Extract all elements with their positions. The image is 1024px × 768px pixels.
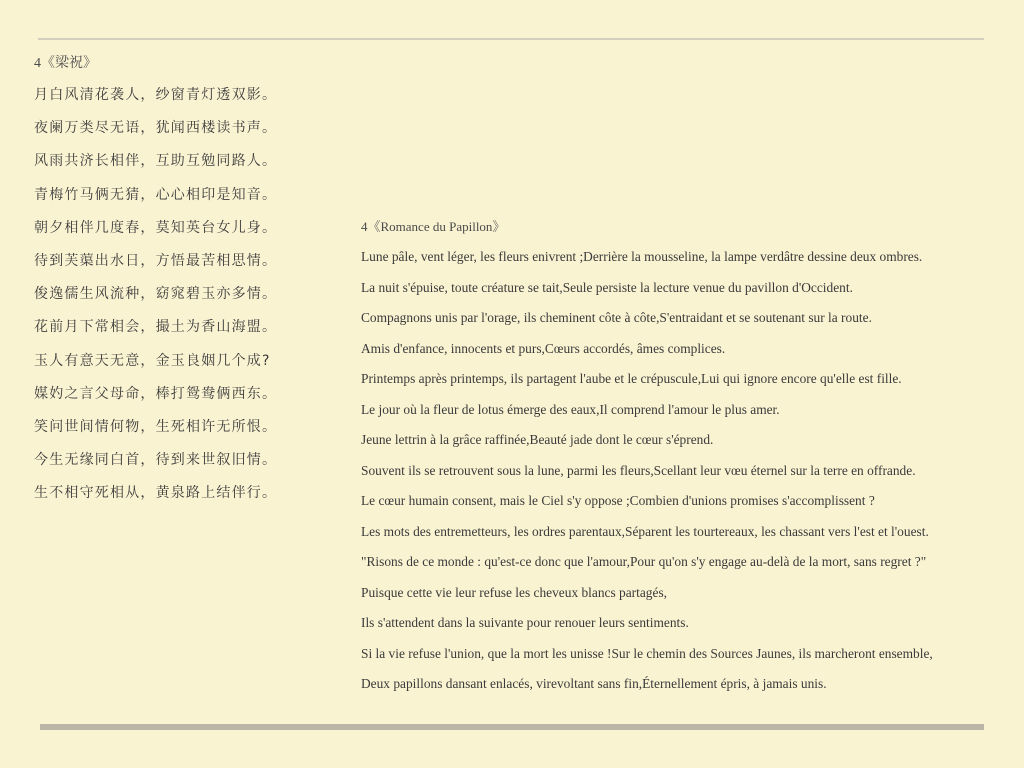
chinese-poem-line: 待到芙蕖出水日，方悟最苦相思情。 (34, 252, 278, 269)
top-divider (38, 38, 984, 40)
chinese-poem-line: 月白风清花袭人，纱窗青灯透双影。 (34, 87, 278, 103)
french-poem-line: Ils s'attendent dans la suivante pour renouer leurs sentiments. (361, 615, 689, 630)
chinese-poem (34, 55, 334, 516)
chinese-poem-line: 朝夕相伴几度春，莫知英台女儿身。 (34, 219, 278, 236)
french-poem-line: Le cœur humain consent, mais le Ciel s'y oppose ;Combien d'unions promises s'accomplissent ? (361, 493, 875, 508)
bottom-divider (40, 724, 984, 730)
french-poem-line: Deux papillons dansant enlacés, virevoltant sans fin,Éternellement épris, à jamais unis. (361, 676, 827, 691)
french-poem-title: 4《Romance du Papillon》 (361, 219, 506, 234)
french-poem-line: Compagnons unis par l'orage, ils cheminent côte à côte,S'entraidant et se soutenant sur la route. (361, 310, 872, 325)
french-poem-line: Si la vie refuse l'union, que la mort les unisse !Sur le chemin des Sources Jaunes, ils marcheront ensemble, (361, 645, 933, 661)
french-poem-line: Lune pâle, vent léger, les fleurs enivrent ;Derrière la mousseline, la lampe verdâtre dessine deux ombres. (361, 249, 923, 264)
chinese-poem-line: 俊逸儒生风流种，窈窕碧玉亦多情。 (34, 286, 278, 303)
chinese-poem-line: 风雨共济长相伴，互助互勉同路人。 (34, 153, 278, 170)
french-poem (361, 218, 1011, 706)
chinese-poem-line: 笑问世间情何物，生死相许无所恨。 (34, 418, 278, 435)
chinese-poem-line: 玉人有意天无意，金玉良姻几个成? (34, 352, 271, 369)
french-poem-line: Printemps après printemps, ils partagent l'aube et le crépuscule,Lui qui ignore encore qu'elle est fille. (361, 371, 902, 386)
chinese-poem-line: 媒妁之言父母命，棒打鸳鸯俩西东。 (34, 385, 278, 402)
french-poem-line: "Risons de ce monde : qu'est-ce donc que l'amour,Pour qu'on s'y engage au-delà de la mort, sans regret ?" (361, 554, 927, 569)
french-poem-line: Amis d'enfance, innocents et purs,Cœurs accordés, âmes complices. (361, 340, 726, 356)
french-poem-line: Souvent ils se retrouvent sous la lune, parmi les fleurs,Scellant leur vœu éternel sur la terre en offrande. (361, 462, 916, 478)
chinese-poem-line: 生不相守死相从，黄泉路上结伴行。 (34, 485, 278, 502)
french-poem-line: Jeune lettrin à la grâce raffinée,Beauté jade dont le cœur s'éprend. (361, 432, 714, 447)
chinese-poem-line: 花前月下常相会，撮土为香山海盟。 (34, 319, 278, 336)
french-poem-line: La nuit s'épuise, toute créature se tait,Seule persiste la lecture venue du pavillon d'Occident. (361, 279, 853, 295)
chinese-poem-line: 青梅竹马俩无猜，心心相印是知音。 (34, 186, 278, 203)
chinese-poem-line: 今生无缘同白首，待到来世叙旧情。 (34, 452, 278, 469)
chinese-poem-title: 4《梁祝》 (34, 56, 97, 71)
french-poem-line: Les mots des entremetteurs, les ordres parentaux,Séparent les tourtereaux, les chassant vers l'est et l'ouest. (361, 523, 929, 539)
french-poem-line: Le jour où la fleur de lotus émerge des eaux,Il comprend l'amour le plus amer. (361, 401, 780, 417)
french-poem-line: Puisque cette vie leur refuse les cheveux blancs partagés, (361, 584, 668, 600)
chinese-poem-line: 夜阑万类尽无语，犹闻西楼读书声。 (34, 120, 278, 137)
